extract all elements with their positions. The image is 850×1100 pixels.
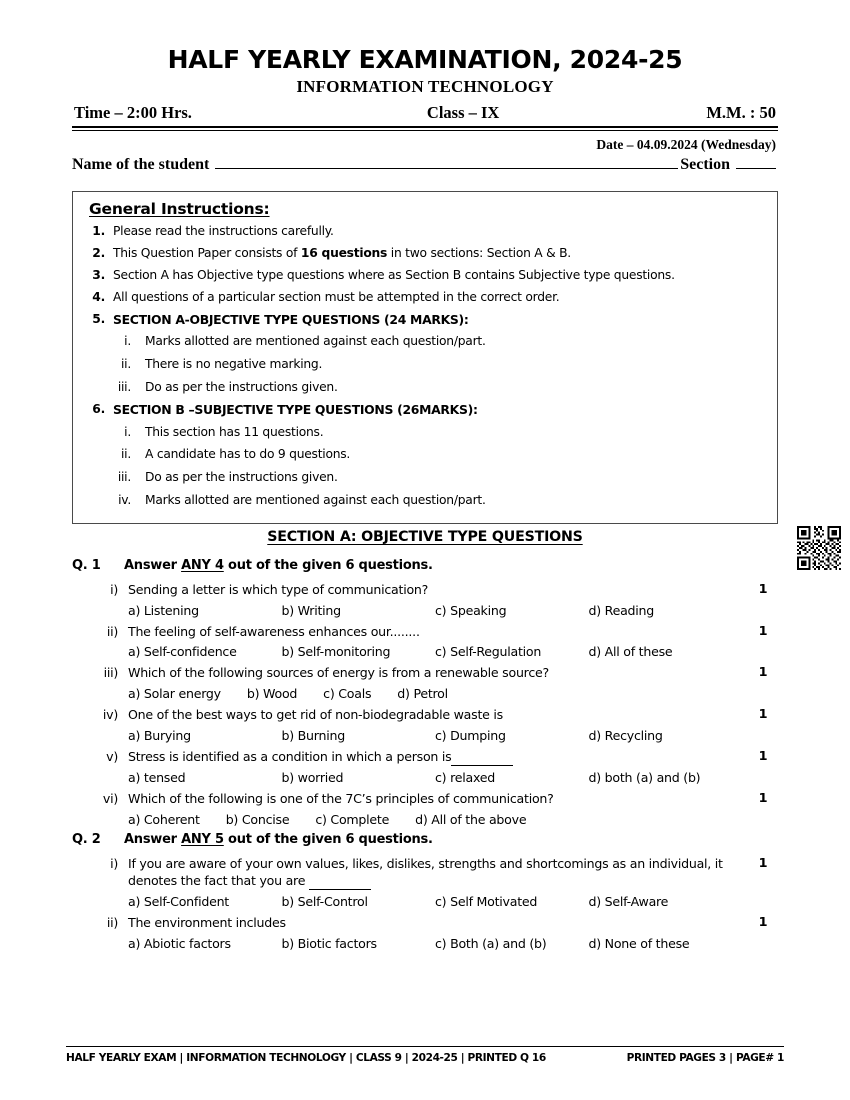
question-roman-number: iii) <box>103 665 118 681</box>
question-group-instruction-emphasis: ANY 4 <box>181 558 224 573</box>
question-item <box>72 623 778 661</box>
instruction-sub-item <box>85 469 767 487</box>
question-item <box>72 581 778 619</box>
question-option[interactable]: a) Self-Confident <box>128 894 229 910</box>
instruction-sub-text: There is no negative marking. <box>145 356 323 371</box>
instruction-sub-number: ii. <box>121 356 131 371</box>
instruction-text: All questions of a particular section must be attempted in the correct order. <box>113 289 560 304</box>
question-marks: 1 <box>758 706 768 722</box>
question-option[interactable]: b) Self-Control <box>281 894 368 910</box>
question-option[interactable]: a) Solar energy <box>128 685 221 701</box>
question-option[interactable]: b) Concise <box>225 811 290 827</box>
question-line <box>72 855 778 891</box>
question-line <box>72 664 778 682</box>
answer-blank[interactable] <box>309 872 371 890</box>
question-option[interactable]: d) both (a) and (b) <box>588 770 701 785</box>
question-option[interactable]: b) Wood <box>246 685 298 701</box>
question-options <box>128 643 778 660</box>
instruction-sub-text: Marks allotted are mentioned against each question/part. <box>145 493 486 507</box>
instruction-sub-item <box>85 379 767 397</box>
question-options <box>128 602 778 619</box>
instruction-item <box>85 267 767 284</box>
instruction-number: 2. <box>92 245 105 260</box>
exam-class: Class – IX <box>426 103 500 122</box>
question-marks: 1 <box>758 791 768 806</box>
question-option[interactable]: a) Listening <box>128 602 199 618</box>
instruction-text: This Question Paper consists of 16 questions in two sections: Section A & B. <box>113 245 571 260</box>
question-line <box>72 914 778 932</box>
question-options <box>128 685 778 702</box>
exam-date: Date – 04.09.2024 (Wednesday) <box>596 137 776 152</box>
instruction-number: 1. <box>92 224 105 238</box>
question-text: Sending a letter is which type of communication? <box>128 582 429 597</box>
question-number: Q. 1 <box>72 558 101 573</box>
questions-container <box>72 558 778 956</box>
question-line <box>72 790 778 808</box>
question-text: The environment includes <box>128 915 286 931</box>
question-roman-number: ii) <box>106 623 118 639</box>
question-marks: 1 <box>758 665 768 681</box>
question-text: The feeling of self-awareness enhances our........ <box>128 623 420 639</box>
instruction-number: 5. <box>92 311 105 326</box>
instruction-item <box>85 223 767 240</box>
question-text: Which of the following is one of the 7C’s principles of communication? <box>128 791 554 806</box>
instruction-sub-text: This section has 11 questions. <box>145 424 324 439</box>
question-line <box>72 581 778 599</box>
question-option[interactable]: c) Both (a) and (b) <box>435 936 547 952</box>
instruction-sub-number: i. <box>124 424 131 439</box>
header-divider <box>72 126 778 131</box>
section-a-heading <box>72 529 778 545</box>
instruction-text: Please read the instructions carefully. <box>113 224 334 238</box>
question-option[interactable]: d) Self-Aware <box>588 894 669 910</box>
instruction-sub-text: Do as per the instructions given. <box>145 470 338 485</box>
instruction-sub-number: iv. <box>118 493 131 507</box>
question-group <box>72 832 778 952</box>
instruction-sub-number: iii. <box>117 379 131 394</box>
question-marks: 1 <box>758 748 768 764</box>
question-roman-number: v) <box>106 748 118 764</box>
page-footer <box>66 1046 784 1064</box>
instruction-number: 4. <box>92 289 105 304</box>
instruction-sub-item <box>85 492 767 510</box>
student-name-input[interactable] <box>215 156 678 169</box>
instruction-item <box>85 245 767 262</box>
question-item <box>72 790 778 828</box>
footer-left-text: HALF YEARLY EXAM | INFORMATION TECHNOLOGY | CLASS 9 | 2024-25 | PRINTED Q 16 <box>66 1052 546 1064</box>
subject-title: INFORMATION TECHNOLOGY <box>296 77 554 96</box>
question-options <box>128 769 778 786</box>
page-header <box>72 46 778 174</box>
instruction-text: SECTION B –SUBJECTIVE TYPE QUESTIONS (26MARKS): <box>113 402 478 418</box>
question-item <box>72 855 778 911</box>
question-options <box>128 935 778 952</box>
answer-blank[interactable] <box>451 748 513 766</box>
question-option[interactable]: c) Self-Regulation <box>435 644 542 660</box>
instruction-sub-item <box>85 333 767 351</box>
question-roman-number: i) <box>110 855 118 871</box>
question-options <box>128 811 778 828</box>
instruction-sub-number: ii. <box>121 447 131 462</box>
question-line <box>72 706 778 724</box>
instruction-item <box>85 289 767 306</box>
instruction-sub-item <box>85 446 767 464</box>
question-option[interactable]: d) All of the above <box>415 811 527 827</box>
instruction-item <box>85 401 767 419</box>
question-marks: 1 <box>758 582 768 597</box>
general-instructions-box <box>72 191 778 524</box>
instruction-sub-list <box>85 333 767 396</box>
exam-time: Time – 2:00 Hrs. <box>74 103 192 122</box>
question-roman-number: iv) <box>102 706 118 722</box>
question-text: Which of the following sources of energy is from a renewable source? <box>128 665 549 681</box>
question-roman-number: ii) <box>106 915 118 931</box>
question-option[interactable]: b) Self-monitoring <box>281 644 391 660</box>
question-group-heading <box>72 832 778 847</box>
instruction-sub-text: Marks allotted are mentioned against each question/part. <box>145 333 486 348</box>
exam-title: HALF YEARLY EXAMINATION, 2024-25 <box>167 45 683 74</box>
student-name-label: Name of the student <box>72 156 210 173</box>
question-group-instruction: Answer ANY 4 out of the given 6 questions. <box>124 558 433 573</box>
qr-code-icon <box>795 524 843 572</box>
question-option[interactable]: d) None of these <box>588 936 690 952</box>
question-item <box>72 706 778 744</box>
footer-divider <box>66 1046 784 1047</box>
instruction-number: 6. <box>92 402 105 417</box>
exam-max-marks: M.M. : 50 <box>706 103 776 122</box>
question-option[interactable]: b) Writing <box>281 602 341 618</box>
question-options <box>128 727 778 744</box>
question-item <box>72 664 778 702</box>
instruction-sub-item <box>85 356 767 374</box>
question-marks: 1 <box>758 855 768 871</box>
question-option[interactable]: d) Recycling <box>588 727 663 743</box>
question-option[interactable]: c) Coals <box>323 685 372 701</box>
question-option[interactable]: c) Speaking <box>435 602 507 618</box>
question-options <box>128 893 778 910</box>
question-option[interactable]: a) tensed <box>128 770 186 785</box>
question-roman-number: i) <box>110 582 118 597</box>
question-number: Q. 2 <box>72 831 101 847</box>
instruction-sub-number: iii. <box>117 470 131 485</box>
question-option[interactable]: c) Complete <box>315 811 390 827</box>
question-group-heading <box>72 558 778 573</box>
question-group-instruction: Answer ANY 5 out of the given 6 questions. <box>124 831 433 847</box>
question-line <box>72 623 778 641</box>
instruction-sub-item <box>85 424 767 442</box>
instruction-number: 3. <box>92 267 105 282</box>
instruction-sub-number: i. <box>124 333 131 348</box>
instruction-list <box>85 223 767 510</box>
question-option[interactable]: c) relaxed <box>435 770 496 785</box>
exam-meta-row <box>72 103 778 123</box>
question-marks: 1 <box>758 623 768 639</box>
question-marks: 1 <box>758 915 768 931</box>
question-group-instruction-emphasis: ANY 5 <box>181 831 224 847</box>
question-option[interactable]: c) Dumping <box>435 727 506 743</box>
question-option[interactable]: a) Abiotic factors <box>128 936 231 952</box>
instruction-sub-text: Do as per the instructions given. <box>145 379 338 394</box>
question-roman-number: vi) <box>102 791 118 806</box>
question-option[interactable]: c) Self Motivated <box>435 894 538 910</box>
question-option[interactable]: a) Coherent <box>128 811 200 827</box>
question-option[interactable]: d) Reading <box>588 602 655 618</box>
instruction-text: SECTION A-OBJECTIVE TYPE QUESTIONS (24 MARKS): <box>113 311 469 327</box>
question-option[interactable]: b) worried <box>281 770 344 785</box>
general-instructions-heading: General Instructions: <box>89 200 270 218</box>
footer-right-text: PRINTED PAGES 3 | PAGE# 1 <box>626 1052 784 1064</box>
question-option[interactable]: d) Petrol <box>397 685 448 701</box>
question-line <box>72 748 778 766</box>
question-text: If you are aware of your own values, likes, dislikes, strengths and shortcomings as an individual, it denotes the fact that you are <box>128 855 748 891</box>
question-group <box>72 558 778 828</box>
section-label: Section <box>680 156 730 173</box>
student-name-row <box>72 156 778 174</box>
question-text: One of the best ways to get rid of non-biodegradable waste is <box>128 706 503 722</box>
section-input[interactable] <box>736 156 776 169</box>
question-item <box>72 748 778 786</box>
instruction-sub-text: A candidate has to do 9 questions. <box>145 447 351 462</box>
question-text: Stress is identified as a condition in which a person is <box>128 748 748 766</box>
question-option[interactable]: a) Self-confidence <box>128 644 237 660</box>
question-option[interactable]: b) Biotic factors <box>281 936 377 952</box>
section-a-heading-text: SECTION A: OBJECTIVE TYPE QUESTIONS <box>267 529 583 545</box>
question-option[interactable]: a) Burying <box>128 727 191 743</box>
instruction-text: Section A has Objective type questions where as Section B contains Subjective type questions. <box>113 267 675 282</box>
question-option[interactable]: d) All of these <box>588 644 673 660</box>
instruction-item <box>85 311 767 329</box>
question-option[interactable]: b) Burning <box>281 727 345 743</box>
instruction-sub-list <box>85 424 767 510</box>
question-item <box>72 914 778 952</box>
